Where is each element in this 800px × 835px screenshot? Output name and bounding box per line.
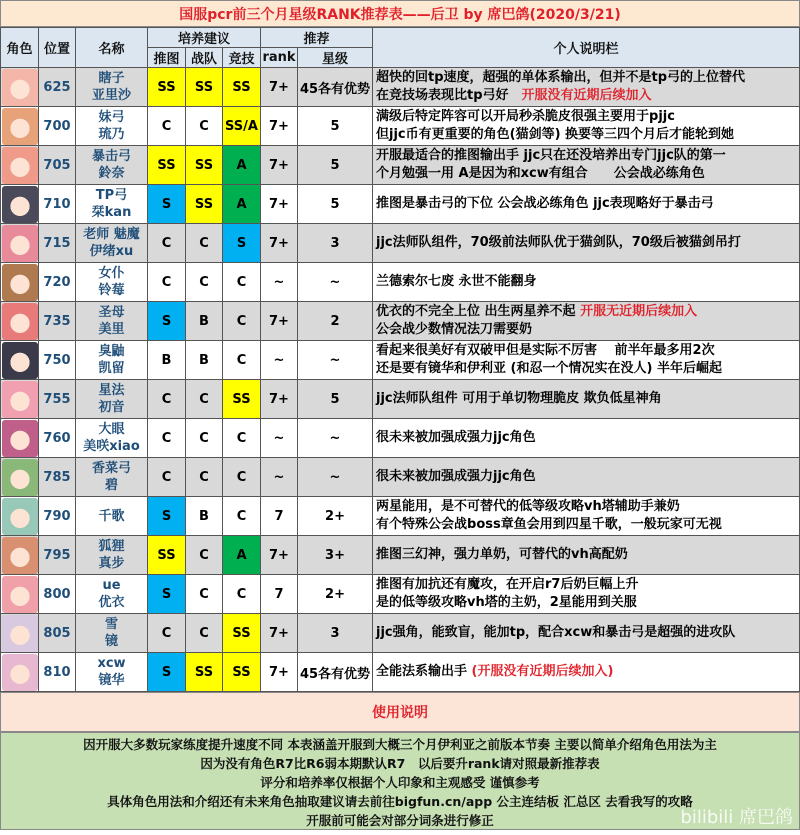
avatar-cell (1, 458, 39, 497)
name-line: 亚里沙 (91, 88, 131, 103)
note-line (376, 468, 799, 486)
character-name (76, 653, 148, 692)
position-value: 700 (39, 107, 76, 146)
note-cell (373, 107, 800, 146)
star-value: ~ (298, 419, 373, 458)
note-line (376, 663, 799, 681)
avatar-cell (1, 302, 39, 341)
grade-clan: SS (186, 146, 223, 185)
note-cell (373, 497, 800, 536)
grade-clan: C (186, 380, 223, 419)
grade-arena: C (223, 575, 261, 614)
table-row (1, 497, 800, 536)
note-text: 很未来被加强成强力jjc角色 (376, 430, 536, 445)
grade-clan: B (186, 497, 223, 536)
name-line: 镜华 (98, 673, 125, 688)
header-clan: 战队 (186, 48, 223, 68)
note-cell (373, 302, 800, 341)
table-row (1, 185, 800, 224)
name-line: 狐狸 (98, 539, 125, 554)
note-cell (373, 653, 800, 692)
star-value: ~ (298, 458, 373, 497)
name-line: xcw (97, 656, 126, 671)
note-line (376, 576, 799, 594)
note-line (376, 69, 799, 87)
rank-value: ~ (261, 341, 298, 380)
character-name (76, 107, 148, 146)
rank-value: 7 (261, 497, 298, 536)
position-value: 800 (39, 575, 76, 614)
avatar (2, 381, 38, 418)
avatar-cell (1, 575, 39, 614)
note-text: 优衣的不完全上位 出生两星养不起 (376, 304, 581, 319)
star-value: 2+ (298, 497, 373, 536)
usage-notes (0, 732, 800, 830)
note-line (376, 321, 799, 339)
star-value: 45各有优势 (298, 653, 373, 692)
position-value: 715 (39, 224, 76, 263)
grade-clan: C (186, 458, 223, 497)
name-line: 栞kan (91, 205, 132, 220)
note-cell (373, 614, 800, 653)
note-line (376, 546, 799, 564)
note-text: 是的低等级攻略vh塔的主奶，2星能用到关服 (376, 595, 637, 610)
note-text: 全能法系输出手 (376, 664, 472, 679)
grade-clan: C (186, 107, 223, 146)
star-value: 5 (298, 380, 373, 419)
star-value: 2+ (298, 575, 373, 614)
name-line: 美里 (98, 322, 125, 337)
recommend-table (0, 27, 800, 692)
name-line: 镜 (104, 634, 118, 649)
note-text: 看起来很美好有双破甲但是实际不厉害 前半年最多用2次 (376, 343, 715, 358)
position-value: 750 (39, 341, 76, 380)
avatar-cell (1, 263, 39, 302)
rank-value: 7+ (261, 614, 298, 653)
note-text: 满级后特定阵容可以开局秒杀脆皮很强主要用于pjjc (376, 109, 675, 124)
note-line (376, 498, 799, 516)
table-row (1, 224, 800, 263)
name-line: 暴击弓 (91, 149, 131, 164)
name-line: 香菜弓 (91, 461, 131, 476)
usage-line: 评分和培养率仅根据个人印象和主观感受 谨慎参考 (260, 775, 540, 790)
note-text: jjc强角，能致盲，能加tp，配合xcw和暴击弓是超强的进攻队 (376, 625, 736, 640)
note-text: jjc法师队组件，70级前法师队优于猫剑队，70级后被猫剑吊打 (376, 235, 741, 250)
avatar (2, 69, 38, 106)
avatar-cell (1, 146, 39, 185)
avatar (2, 654, 38, 691)
grade-clan: C (186, 575, 223, 614)
grade-clan: C (186, 614, 223, 653)
grade-arena: A (223, 146, 261, 185)
star-value: 3+ (298, 536, 373, 575)
grade-arena: SS (223, 653, 261, 692)
star-value: 2 (298, 302, 373, 341)
character-name (76, 380, 148, 419)
table-row (1, 263, 800, 302)
name-line: 女仆 (98, 266, 125, 281)
table-row (1, 419, 800, 458)
character-name (76, 146, 148, 185)
note-line (376, 165, 799, 183)
grade-clan: C (186, 263, 223, 302)
character-name (76, 263, 148, 302)
note-cell (373, 263, 800, 302)
avatar-cell (1, 614, 39, 653)
grade-arena: A (223, 536, 261, 575)
character-name (76, 302, 148, 341)
rank-value: 7+ (261, 185, 298, 224)
header-note: 个人说明栏 (373, 28, 800, 68)
grade-push: B (148, 341, 186, 380)
note-cell (373, 458, 800, 497)
note-text: 在竞技场表现比tp弓好 (376, 88, 522, 103)
name-line: 初音 (98, 400, 125, 415)
grade-arena: C (223, 419, 261, 458)
note-line (376, 126, 799, 144)
position-value: 790 (39, 497, 76, 536)
rank-value: 7+ (261, 302, 298, 341)
avatar (2, 342, 38, 379)
header-star: 星级 (298, 48, 373, 68)
name-line: 星法 (98, 383, 125, 398)
name-line: 瞎子 (98, 71, 125, 86)
grade-push: SS (148, 536, 186, 575)
note-cell (373, 536, 800, 575)
grade-clan: SS (186, 68, 223, 107)
name-line: 优衣 (98, 595, 125, 610)
grade-push: C (148, 419, 186, 458)
position-value: 720 (39, 263, 76, 302)
note-cell (373, 185, 800, 224)
rank-value: ~ (261, 419, 298, 458)
rank-value: 7+ (261, 68, 298, 107)
note-line (376, 594, 799, 612)
header-rank: rank (261, 48, 298, 68)
avatar-cell (1, 380, 39, 419)
character-name (76, 185, 148, 224)
avatar-cell (1, 419, 39, 458)
table-row (1, 458, 800, 497)
table-row (1, 341, 800, 380)
position-value: 805 (39, 614, 76, 653)
avatar-cell (1, 107, 39, 146)
note-line (376, 234, 799, 252)
grade-push: C (148, 224, 186, 263)
grade-push: C (148, 380, 186, 419)
note-line (376, 390, 799, 408)
character-name (76, 497, 148, 536)
grade-clan: C (186, 419, 223, 458)
name-line: 老师 魅魔 (83, 227, 140, 242)
character-name (76, 224, 148, 263)
note-cell (373, 575, 800, 614)
header-push: 推图 (148, 48, 186, 68)
name-line: 鈴奈 (98, 166, 125, 181)
note-text: 个月勉强一用 A是因为和xcw有组合 公会战必练角色 (376, 166, 705, 181)
note-text: 推图是暴击弓的下位 公会战必练角色 jjc表现略好于暴击弓 (376, 196, 714, 211)
grade-clan: C (186, 224, 223, 263)
grade-clan: B (186, 302, 223, 341)
table-row (1, 380, 800, 419)
grade-push: S (148, 185, 186, 224)
name-line: 雪 (104, 617, 118, 632)
grade-arena: SS (223, 68, 261, 107)
usage-title: 使用说明 (0, 692, 800, 732)
rank-value: ~ (261, 263, 298, 302)
note-text: 开服最适合的推图输出手 jjc只在还没培养出专门jjc队的第一 (376, 148, 726, 163)
name-line: 大眼 (98, 422, 125, 437)
note-line (376, 360, 799, 378)
header-train: 培养建议 (148, 28, 261, 48)
note-cell (373, 380, 800, 419)
usage-line: 开服前可能会对部分词条进行修正 (306, 813, 494, 828)
name-line: 妹弓 (98, 110, 125, 125)
rank-value: ~ (261, 458, 298, 497)
usage-line: 因开服大多数玩家练度提升速度不同 本表涵盖开服到大概三个月伊利亚之前版本节奏 主要以简单介绍角色用法为主 (83, 737, 717, 752)
avatar (2, 147, 38, 184)
name-line: 碧 (104, 478, 118, 493)
note-line (376, 342, 799, 360)
note-highlight: 开服没有近期后续加入 (521, 88, 652, 103)
watermark: bilibili 席巴鸽 (680, 807, 793, 828)
header-name: 名称 (76, 28, 148, 68)
header-role: 角色 (1, 28, 39, 68)
table-row (1, 653, 800, 692)
star-value: 45各有优势 (298, 68, 373, 107)
table-row (1, 614, 800, 653)
note-text: 推图三幻神，强力单奶，可替代的vh高配奶 (376, 547, 628, 562)
note-line (376, 624, 799, 642)
avatar-cell (1, 536, 39, 575)
avatar (2, 537, 38, 574)
character-name (76, 341, 148, 380)
name-line: 凯留 (98, 361, 125, 376)
note-text: 还是要有镜华和伊利亚 (和忍一个情况实在没人) 半年后崛起 (376, 361, 722, 376)
note-text: 很未来被加强成强力jjc角色 (376, 469, 536, 484)
avatar (2, 420, 38, 457)
star-value: 5 (298, 146, 373, 185)
avatar (2, 225, 38, 262)
note-line (376, 303, 799, 321)
note-text: 公会战少数情况法刀需要奶 (376, 322, 533, 337)
note-line (376, 195, 799, 213)
grade-push: S (148, 302, 186, 341)
table-row (1, 146, 800, 185)
grade-arena: SS (223, 614, 261, 653)
note-text: jjc法师队组件 可用于单切物理脆皮 欺负低星神角 (376, 391, 662, 406)
position-value: 625 (39, 68, 76, 107)
avatar-cell (1, 224, 39, 263)
character-name (76, 419, 148, 458)
avatar-cell (1, 68, 39, 107)
rank-value: 7+ (261, 536, 298, 575)
table-row (1, 302, 800, 341)
note-line (376, 87, 799, 105)
note-text: 超快的回tp速度，超强的单体系输出，但并不是tp弓的上位替代 (376, 70, 746, 85)
avatar (2, 303, 38, 340)
grade-arena: S (223, 224, 261, 263)
grade-push: S (148, 575, 186, 614)
note-highlight: 开服无近期后续加入 (580, 304, 698, 319)
name-line: TP弓 (95, 188, 128, 203)
note-cell (373, 68, 800, 107)
note-text: 推图有加抗还有魔攻，在开启r7后奶巨幅上升 (376, 577, 639, 592)
note-line (376, 516, 799, 534)
star-value: 3 (298, 614, 373, 653)
header-arena: 竞技 (223, 48, 261, 68)
note-cell (373, 224, 800, 263)
grade-arena: SS (223, 380, 261, 419)
name-line: 圣母 (98, 305, 125, 320)
grade-push: C (148, 614, 186, 653)
character-name (76, 575, 148, 614)
star-value: 3 (298, 224, 373, 263)
header-position: 位置 (39, 28, 76, 68)
grade-push: SS (148, 68, 186, 107)
note-text: 有个特殊公会战boss章鱼会用到四星千歌，一般玩家可无视 (376, 517, 722, 532)
position-value: 735 (39, 302, 76, 341)
page-title: 国服pcr前三个月星级RANK推荐表——后卫 by 席巴鸽(2020/3/21) (0, 0, 800, 27)
character-name (76, 68, 148, 107)
character-name (76, 458, 148, 497)
grade-arena: A (223, 185, 261, 224)
grade-arena: C (223, 341, 261, 380)
star-value: ~ (298, 341, 373, 380)
grade-arena: C (223, 263, 261, 302)
table-row (1, 536, 800, 575)
note-text: 兰德索尔七废 永世不能翻身 (376, 274, 537, 289)
grade-arena: C (223, 458, 261, 497)
character-name (76, 536, 148, 575)
grade-push: S (148, 653, 186, 692)
rank-value: 7+ (261, 224, 298, 263)
note-cell (373, 341, 800, 380)
grade-clan: C (186, 536, 223, 575)
usage-line: 具体角色用法和介绍还有未来角色抽取建议请去前往bigfun.cn/app 公主连结板 汇总区 去看我写的攻略 (107, 794, 693, 809)
table-row (1, 68, 800, 107)
table-row (1, 107, 800, 146)
grade-push: C (148, 458, 186, 497)
grade-push: S (148, 497, 186, 536)
grade-clan: SS (186, 653, 223, 692)
avatar-cell (1, 497, 39, 536)
note-line (376, 429, 799, 447)
grade-clan: SS (186, 185, 223, 224)
name-line: 美咲xiao (83, 439, 140, 454)
note-line (376, 108, 799, 126)
character-name (76, 614, 148, 653)
rank-value: 7+ (261, 653, 298, 692)
name-line: 千歌 (98, 508, 125, 524)
avatar-cell (1, 341, 39, 380)
grade-arena: SS/A (223, 107, 261, 146)
table-row (1, 575, 800, 614)
name-line: 臭鼬 (98, 344, 125, 359)
rank-value: 7+ (261, 380, 298, 419)
name-line: 伊绪xu (89, 244, 134, 259)
position-value: 755 (39, 380, 76, 419)
note-text: 但jjc币有更重要的角色(猫剑等) 换要等三四个月后才能轮到她 (376, 127, 735, 142)
name-line: 琉乃 (98, 127, 125, 142)
avatar (2, 615, 38, 652)
grade-push: C (148, 263, 186, 302)
header-recommend: 推荐 (261, 28, 373, 48)
usage-line: 因为没有角色R7比R6弱本期默认R7 以后要升rank请对照最新推荐表 (200, 756, 600, 771)
grade-arena: C (223, 302, 261, 341)
note-line (376, 147, 799, 165)
star-value: 5 (298, 185, 373, 224)
position-value: 705 (39, 146, 76, 185)
rank-value: 7 (261, 575, 298, 614)
grade-push: C (148, 107, 186, 146)
star-value: ~ (298, 263, 373, 302)
avatar (2, 186, 38, 223)
avatar (2, 264, 38, 301)
position-value: 710 (39, 185, 76, 224)
position-value: 795 (39, 536, 76, 575)
avatar-cell (1, 653, 39, 692)
note-cell (373, 419, 800, 458)
grade-push: SS (148, 146, 186, 185)
name-line: 铃莓 (98, 283, 125, 298)
grade-arena: C (223, 497, 261, 536)
avatar (2, 498, 38, 535)
note-text: 两星能用，是不可替代的低等级攻略vh塔辅助手兼奶 (376, 499, 680, 514)
avatar (2, 576, 38, 613)
note-cell (373, 146, 800, 185)
position-value: 760 (39, 419, 76, 458)
avatar-cell (1, 185, 39, 224)
avatar (2, 108, 38, 145)
note-line (376, 273, 799, 291)
rank-value: 7+ (261, 146, 298, 185)
avatar (2, 459, 38, 496)
rank-value: 7+ (261, 107, 298, 146)
star-value: 5 (298, 107, 373, 146)
grade-clan: B (186, 341, 223, 380)
name-line: ue (102, 578, 121, 593)
note-highlight: (开服没有近期后续加入) (471, 664, 614, 679)
name-line: 真步 (98, 556, 125, 571)
position-value: 785 (39, 458, 76, 497)
position-value: 810 (39, 653, 76, 692)
